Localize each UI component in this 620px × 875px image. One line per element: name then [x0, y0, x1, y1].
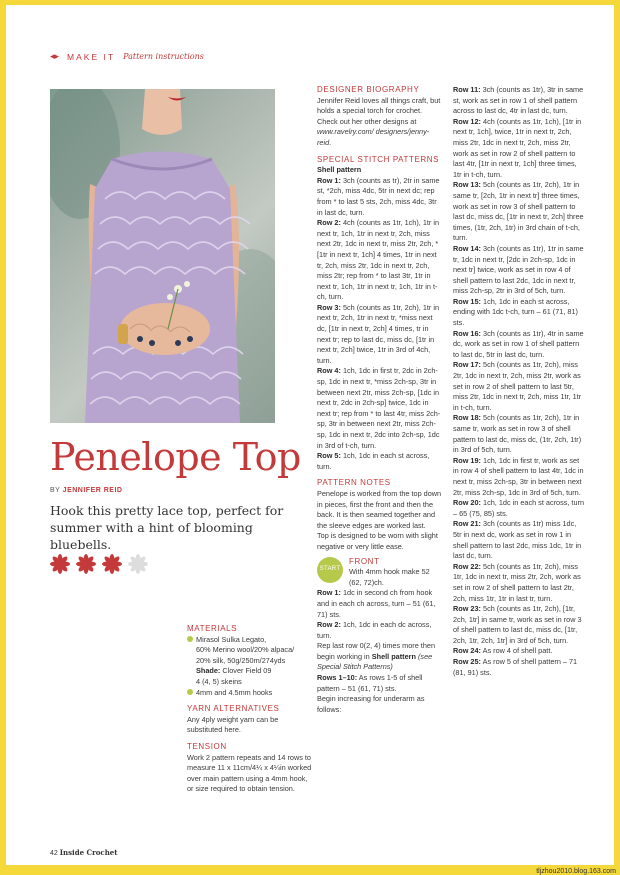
shell-pattern-heading: Shell pattern	[317, 165, 362, 175]
standfirst: Hook this pretty lace top, perfect for summer with a hint of blooming bluebells.	[50, 503, 284, 552]
pattern-row: Row 25: As row 5 of shell pattern – 71 (81, 91) sts.	[453, 657, 578, 677]
special-heading: SPECIAL STITCH PATTERNS	[317, 154, 440, 164]
pattern-row: Row 18: 5ch (counts as 1tr, 2ch), 1tr in same tr, work as set in row 3 of shell pattern to last dc, miss dc, (1tr, 2ch, 1tr) in 3rd of 5ch, turn.	[453, 413, 582, 455]
page-title: Penelope Top	[50, 435, 301, 479]
pattern-row: Row 3: 5ch (counts as 1tr, 2ch), 1tr in next tr, 2ch, 1tr in next tr, *miss next dc, [1tr in next tr, 2ch] 4 times, tr in next tr; rep to last dc, miss dc, [1tr in next tr, 2ch] twice, 1tr in 3rd of 4ch, turn.	[317, 302, 440, 365]
author-name: JENNIFER REID	[62, 487, 123, 494]
pattern-row: Row 2: 4ch (counts as 1tr, 1ch), 1tr in next tr, 1ch, 1tr in next tr, 2ch, miss next 2tr, 1dc in next tr, miss 2tr, 2ch, * [1tr in next tr, 1ch] 4 times, 1tr in next tr, 2ch, miss 2tr, 1dc in next tr, 2ch, miss 2tr; rep from * to last 3tr, 1tr in next tr, 1ch, 1tr in next tr, 1ch, 1tr in t-ch, turn.	[317, 218, 440, 302]
designer-heading: DESIGNER BIOGRAPHY	[317, 85, 420, 94]
yarn-alt-heading: YARN ALTERNATIVES	[187, 704, 280, 714]
pattern-row: Row 1: 3ch (counts as tr), 2tr in same st, *2ch, miss 4dc, 5tr in next dc; rep from * to last 5 sts, 2ch, miss 4dc, 3tr in last dc, turn.	[317, 175, 440, 217]
arrow-dots-icon: ◂▸	[50, 51, 60, 61]
byline: BY JENNIFER REID	[50, 487, 123, 494]
right-column	[453, 85, 585, 678]
section-header	[50, 51, 204, 62]
shell-pattern-rows	[317, 176, 443, 473]
pattern-row: Row 12: 4ch (counts as 1tr, 1ch), [1tr in next tr, 1ch], twice, 1tr in next tr, 2ch, miss 2tr, 1dc in next tr, 2ch, miss 2tr, work as set in row 2 of shell pattern to last 4tr, [1tr in next tr, 1ch] three times, 1tr in t-ch, turn.	[453, 116, 582, 179]
pattern-row: Row 23: 5ch (counts as 1tr, 2ch), [1tr, 2ch, 1tr] in same tr, work as set in row 3 of shell pattern to last dc, miss dc, [1tr, 2ch, 1tr, 2ch, 1tr] in 3rd of 5ch, turn.	[453, 604, 582, 645]
notes-heading: PATTERN NOTES	[317, 478, 391, 488]
section-label: MAKE IT	[67, 51, 116, 62]
model-photo	[50, 89, 275, 423]
pattern-row: Row 16: 3ch (counts as 1tr), 4tr in same dc, work as set in row 1 of shell pattern to last dc, 5tr in last dc, turn.	[453, 328, 584, 359]
pattern-row: Row 11: 3ch (counts as 1tr), 3tr in same st, work as set in row 1 of shell pattern across to last dc, 4tr in last dc, turn.	[453, 85, 584, 116]
front-section: START FRONT With 4mm hook make 52 (62, 72)ch.	[317, 557, 443, 589]
pattern-row: Row 22: 5ch (counts as 1tr, 2ch), miss 1tr, 1dc in next tr, miss 2tr, 2ch, work as set in row 2 of shell pattern to last 2tr, 2ch, miss 1tr, 1tr in last tr, turn.	[453, 561, 581, 603]
magazine-page	[6, 5, 614, 865]
yarn-item: Mirasol Sulka Legato,	[187, 635, 313, 646]
designer-bio: Jennifer Reid loves all things craft, but holds a special torch for crochet. Check out her other designs at www.ravelry.com/ designers/jenny-reid.	[317, 95, 441, 147]
materials-column: MATERIALS Mirasol Sulka Legato, 60% Merino wool/20% alpaca/ 20% silk, 50g/250m/274yds Shade: Clover Field 09 4 (4, 5) skeins 4mm and 4.5mm hooks YARN ALTERNATIVES Any 4ply weight yarn can be substituted here. TENSION Work 2 pattern repeats and 14 rows to measure 11 x 11cm/4¼ x 4¼in worked over main pattern using a 4mm hook, or size required to obtain tension.	[187, 624, 312, 794]
pattern-row: Row 5: 1ch, 1dc in each st across, turn.	[317, 451, 430, 471]
pattern-row: Row 15: 1ch, 1dc in each st across, ending with 1dc t-ch, turn – 61 (71, 81) sts.	[453, 296, 578, 328]
pattern-row: Row 19: 1ch, 1dc in first tr, work as set in row 4 of shell pattern to last 4tr, 1dc in next tr, miss 2ch-sp, 3tr in between next 2tr, miss 2ch-sp, 1dc in 3rd of 5ch, turn.	[453, 455, 584, 497]
watermark-credit: tljzhou2010.blog.163.com	[536, 868, 616, 875]
middle-column: DESIGNER BIOGRAPHY Jennifer Reid loves all things craft, but holds a special torch for crochet. Check out her other designs at www.ravelry.com/ designers/jenny-reid. SPECIAL STITCH PATTERNS Shell pattern Row 1: 3ch (counts as tr), 2tr in same st, *2ch, miss 4dc, 5tr in next dc; rep from * to last 5 sts, 2ch, miss 4dc, 3tr in last dc, turn. Row 2: 4ch (counts as 1tr, 1ch), 1tr in next tr, 1ch, 1tr in next tr, 2ch, miss next 2tr, 1dc in next tr, miss 2tr, 2ch, * [1tr in next tr, 1ch] 4 times, 1tr in next tr, 2ch, miss 2tr, 1dc in next tr, 2ch, miss 2tr; rep from * to last 3tr, 1tr in next tr, 1ch, 1tr in next tr, 1ch, 1tr in t-ch, turn. Row 3: 5ch (counts as 1tr, 2ch), 1tr in next tr, 2ch, 1tr in next tr, *miss next dc, [1tr in next tr, 2ch] 4 times, tr in next tr; rep to last dc, miss dc, [1tr in next tr, 2ch] twice, 1tr in 3rd of 4ch, turn. Row 4: 1ch, 1dc in first tr, 2dc in 2ch-sp, 1dc in next tr, *miss 2ch-sp, 3tr in between next 2tr, miss 2ch-sp, [1dc in next tr, 2dc in 2ch-sp] twice, 1dc in next tr; rep from * to last 4tr, miss 2ch-sp, 3tr in between next 2tr, miss 2ch-sp, 1dc in next tr, 2dc into 2ch-sp, 1dc in 3rd of t-ch, turn. Row 5: 1ch, 1dc in each st across, turn. PATTERN NOTES Penelope is worked from the top down in pieces, first the front and then the back. It is then seamed together and the sleeve edges are worked last. Top is designed to be worn with slight negative or very little ease. START FRONT With 4mm hook make 52 (62, 72)ch. Row 1: 1dc in second ch from hook and in each ch across, turn – 51 (61, 71) sts. Row 2: 1ch, 1dc in each dc across, turn. Rep last row 0(2, 4) times more then begin working in Shell pattern (see Special Stitch Patterns) Rows 1–10: As rows 1-5 of shell pattern – 51 (61, 71) sts. Begin increasing for underarm as follows:	[317, 85, 442, 714]
pattern-row: Row 17: 5ch (counts as 1tr, 2ch), miss 2tr, 1dc in next tr, 2ch, miss 2tr, work as set in row 2 of shell pattern to last 5tr, miss 2tr, 1dc in next tr, 2ch, miss 1tr, 1tr in t-ch, turn.	[453, 360, 582, 412]
tension-heading: TENSION	[187, 741, 227, 751]
pattern-row: Row 4: 1ch, 1dc in first tr, 2dc in 2ch-sp, 1dc in next tr, *miss 2ch-sp, 3tr in between next 2tr, miss 2ch-sp, [1dc in next tr, 2dc in 2ch-sp] twice, 1dc in next tr; rep from * to last 4tr, miss 2ch-sp, 3tr in between next 2tr, miss 2ch-sp, 1dc in next tr, 2dc into 2ch-sp, 1dc in 3rd of t-ch, turn.	[317, 366, 441, 450]
pattern-row: Row 21: 3ch (counts as 1tr) miss 1dc, 5tr in next dc, work as set in row 1 in shell pattern to last 2dc, miss 1dc, 1tr in last dc, turn.	[453, 519, 582, 561]
star-icon	[102, 554, 122, 574]
designer-link[interactable]: www.ravelry.com/ designers/jenny-reid	[317, 127, 430, 147]
difficulty-rating	[50, 554, 148, 574]
start-badge: START	[317, 557, 343, 583]
page-number: 42	[50, 850, 58, 857]
pattern-row: Row 13: 5ch (counts as 1tr, 2ch), 1tr in same tr, [2ch, 1tr in next tr] three times, work as set in row 3 of shell pattern to last dc, miss dc, [1tr in next tr, 2ch] three times, (1tr, 2ch, 1tr) in 3rd chain of t-ch, turn.	[453, 180, 584, 243]
front-heading: FRONT	[349, 556, 380, 566]
star-icon	[76, 554, 96, 574]
magazine-name: Inside Crochet	[59, 848, 118, 857]
pattern-row: Row 20: 1ch, 1dc in each st across, turn – 65 (75, 85) sts.	[453, 498, 585, 518]
hooks-item: 4mm and 4.5mm hooks	[187, 688, 313, 699]
pattern-row: Row 14: 3ch (counts as 1tr), 1tr in same tr, 1dc in next tr, [2dc in 2ch-sp, 1dc in next tr] twice, work as set in row 4 of shell pattern to last 2dc, 1dc in next tr, miss 2ch-sp, 2tr in 3rd of 5ch, turn.	[453, 243, 584, 296]
page-footer	[50, 848, 117, 857]
pattern-row: Row 24: As row 4 of shell patt.	[453, 646, 553, 656]
star-icon	[50, 554, 70, 574]
star-icon	[128, 554, 148, 574]
section-sub: Pattern instructions	[123, 52, 204, 61]
materials-heading: MATERIALS	[187, 624, 238, 633]
